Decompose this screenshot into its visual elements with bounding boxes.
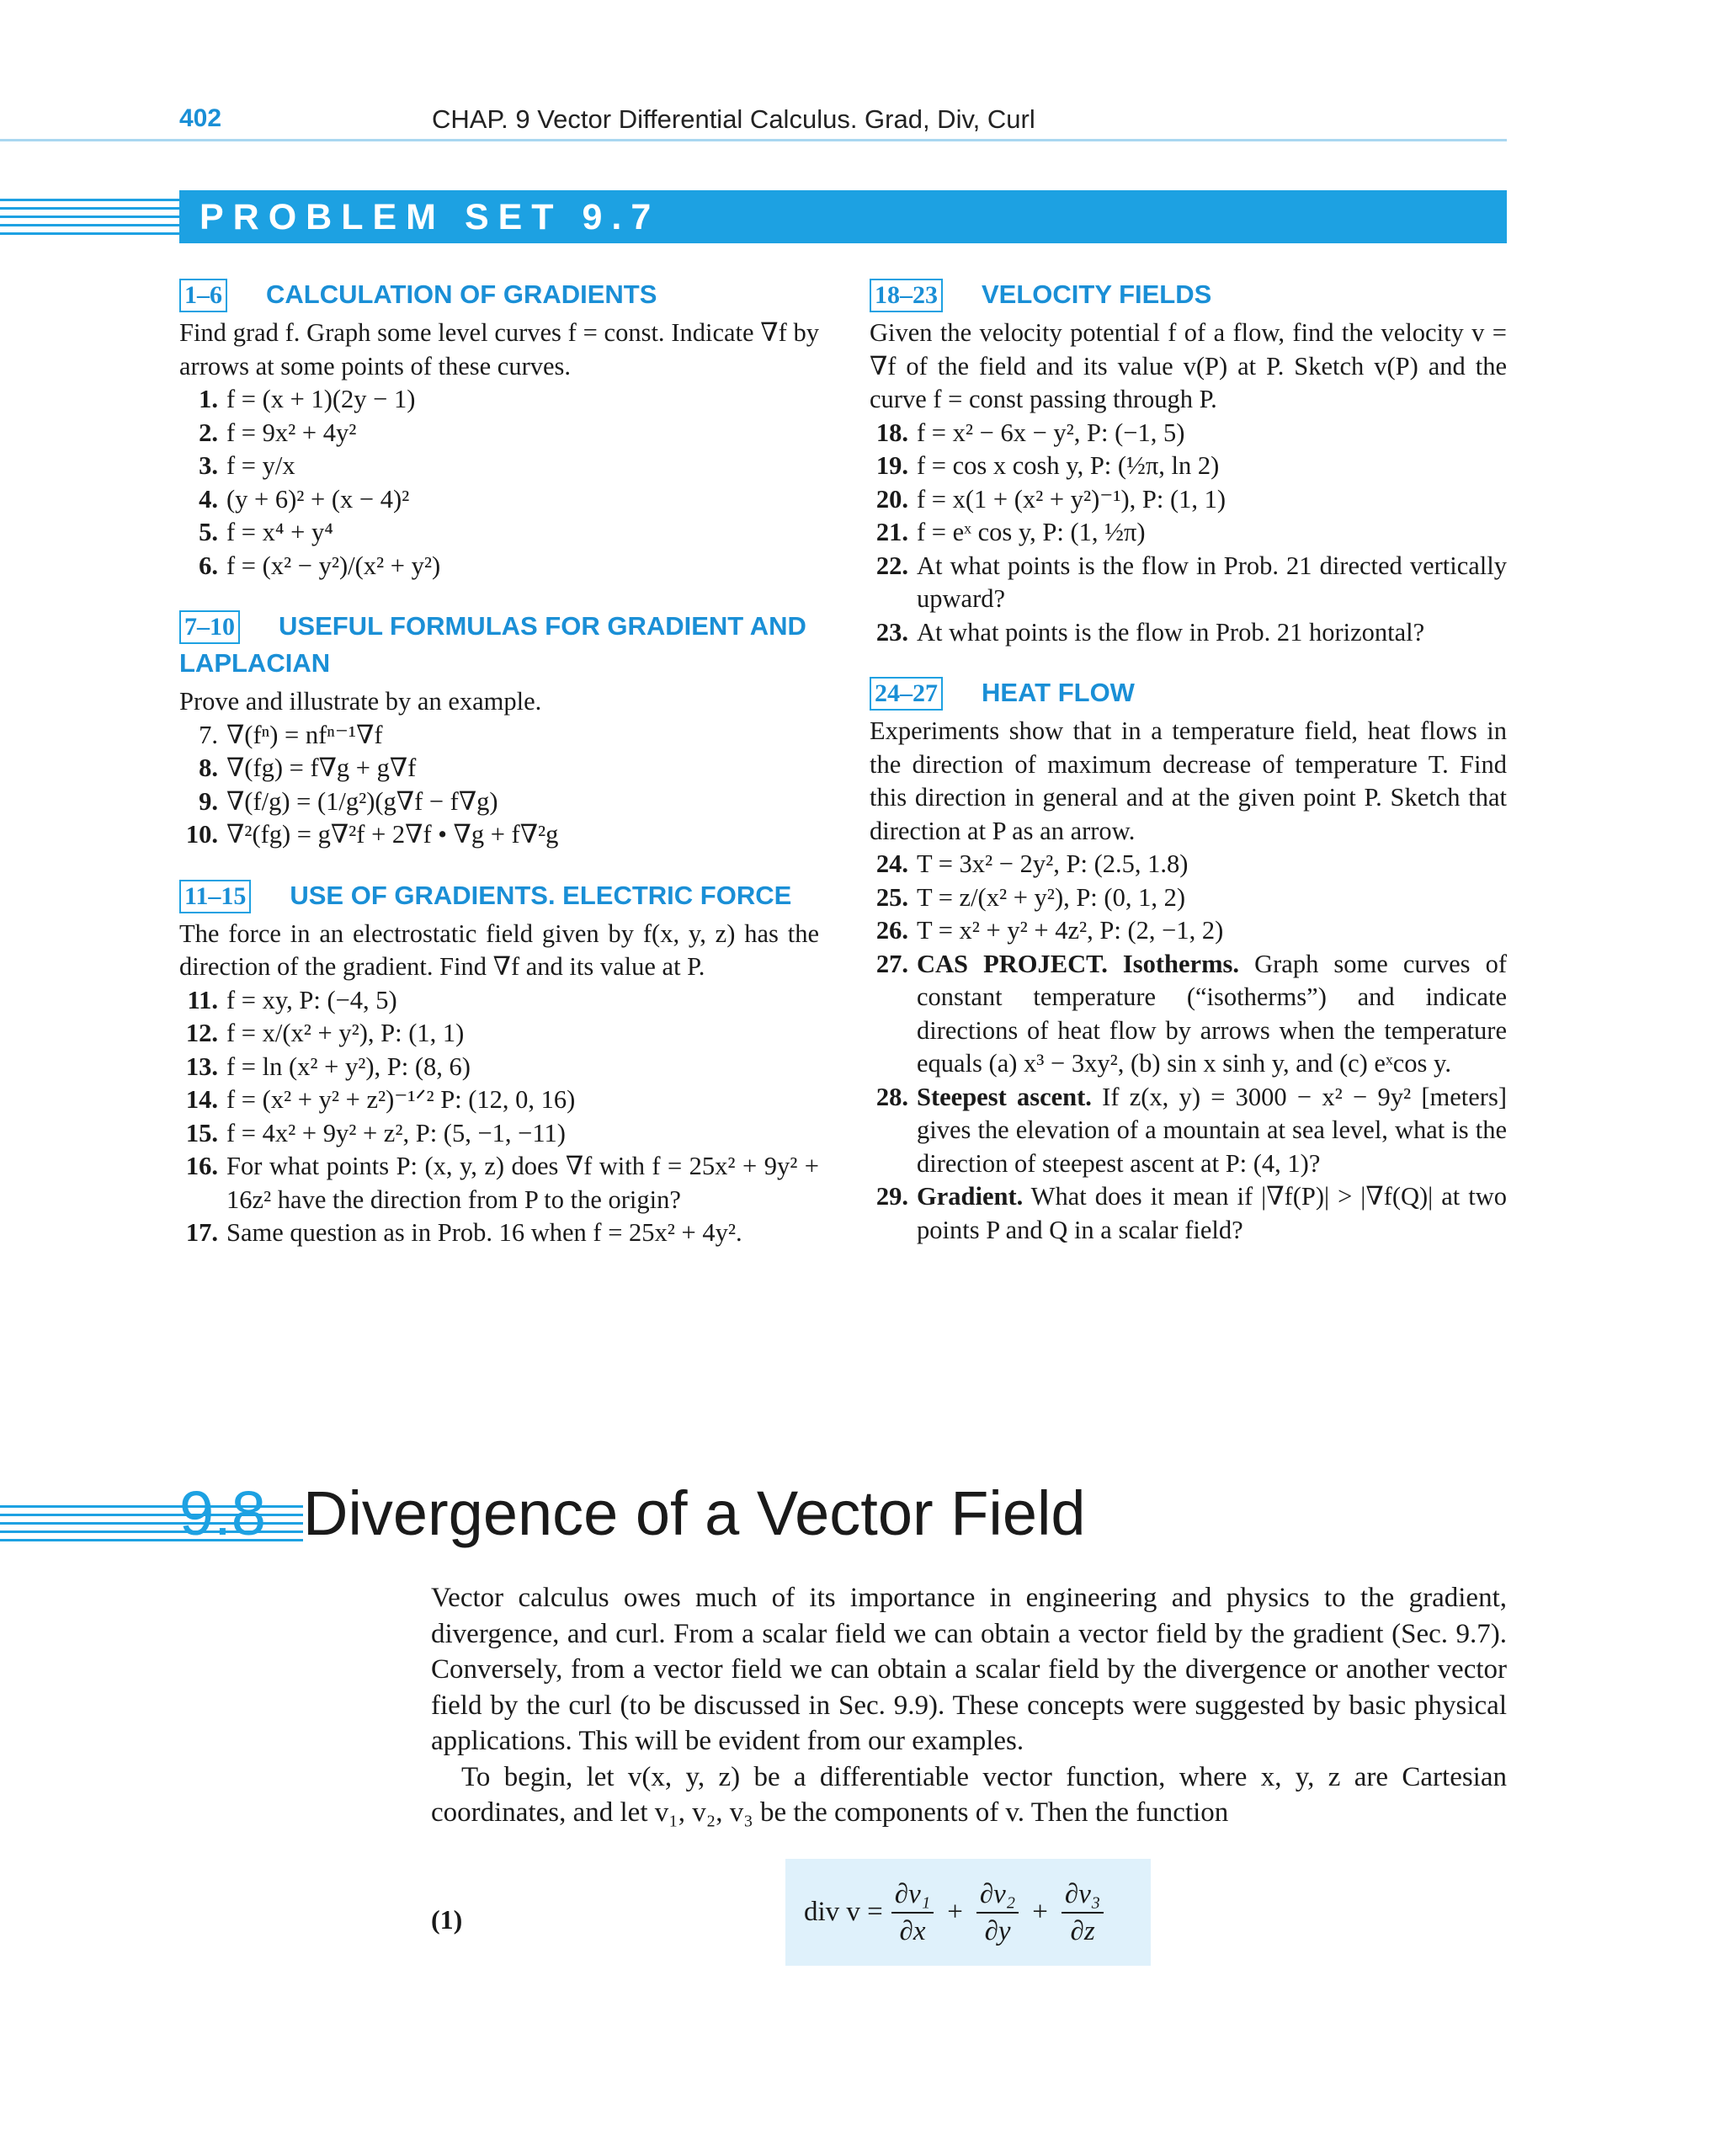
problem-number: 12.: [185, 1019, 218, 1047]
chapter-title: CHAP. 9 Vector Differential Calculus. Grad, Div, Curl: [432, 104, 1035, 134]
equation-lhs: div v =: [804, 1897, 883, 1927]
problem-text: [917, 948, 1507, 1081]
equation-label: (1): [431, 1904, 463, 1935]
header-rule: [0, 139, 1507, 141]
problem-number: 23.: [875, 617, 908, 647]
section-heading: [179, 608, 819, 682]
left-column: [179, 276, 819, 1250]
problem-list: [179, 719, 819, 852]
section-number: 9.8: [179, 1478, 266, 1548]
problem-number: 1.: [199, 385, 218, 413]
problem-body: Graph some curves of constant temperature (“isotherms”) and indicate directions of heat flow by arrows when the temperature equals (a) x³ − 3xy², (b) sin x sinh y, and (c) eˣcos y.: [917, 949, 1507, 1078]
problem-number: 9.: [199, 786, 218, 816]
problem-number: 14.: [185, 1085, 218, 1114]
divergence-equation: [804, 1872, 1112, 1952]
problem-text: f = ln (x² + y²), P: (8, 6): [226, 1051, 471, 1081]
problem-number: 22.: [875, 551, 908, 580]
problem-text: Same question as in Prob. 16 when f = 25x² + 4y².: [226, 1218, 742, 1247]
problem-text: [917, 1180, 1507, 1247]
problem-number: 4.: [199, 484, 218, 514]
section-heading: [179, 276, 819, 313]
problem-number: 6.: [199, 551, 218, 580]
section-intro: Experiments show that in a temperature field, heat flows in the direction of maximum decrease of temperature T. Find this direction in general and at the given point P. Sketch that direction at P as an arrow.: [870, 716, 1507, 845]
problem-number: 26.: [875, 916, 908, 945]
problem-text: At what points is the flow in Prob. 21 directed vertically upward?: [917, 551, 1507, 613]
problem-text: f = xy, P: (−4, 5): [226, 985, 397, 1014]
problem-lead: CAS PROJECT. Isotherms.: [917, 949, 1239, 978]
problem-item: [179, 984, 819, 1018]
section-heading: [870, 276, 1507, 313]
paragraph: To begin, let v(x, y, z) be a differentiable vector function, where x, y, z are Cartesian coordinates, and let v₁, v₂, v₃ be the components of v. Then the function: [431, 1761, 1507, 1828]
problem-list: [870, 417, 1507, 650]
section-intro: The force in an electrostatic field given by f(x, y, z) has the direction of the gradient. Find ∇f and its value at P.: [179, 918, 819, 981]
problem-item: [179, 818, 819, 852]
right-column: [870, 276, 1507, 1247]
problem-item: [179, 483, 819, 517]
problem-item: [179, 450, 819, 483]
problem-number: 28.: [875, 1082, 908, 1111]
problem-number: 29.: [875, 1182, 908, 1211]
problem-item: [179, 417, 819, 450]
problem-item: [179, 752, 819, 785]
plus-sign: +: [1032, 1897, 1048, 1927]
problem-item: [179, 550, 819, 583]
problem-text: ∇(f/g) = (1/g²)(g∇f − f∇g): [226, 786, 498, 816]
plus-sign: +: [947, 1897, 963, 1927]
problem-number: 5.: [199, 518, 218, 546]
problem-number: 2.: [199, 418, 218, 447]
problem-number: 27.: [875, 949, 908, 978]
problem-text: For what points P: (x, y, z) does ∇f with f = 25x² + 9y² + 16z² have the direction from P to the origin?: [226, 1152, 819, 1214]
problem-body: What does it mean if |∇f(P)| > |∇f(Q)| at two points P and Q in a scalar field?: [917, 1182, 1507, 1244]
problem-item: [870, 450, 1507, 483]
section-body: [431, 1580, 1507, 1831]
problem-text: f = x(1 + (x² + y²)⁻¹), P: (1, 1): [917, 484, 1226, 514]
problem-number: 3.: [199, 451, 218, 480]
problem-set-banner: [179, 190, 1507, 243]
problem-text: f = 4x² + 9y² + z², P: (5, −1, −11): [226, 1118, 566, 1147]
problem-text: ∇(fⁿ) = nfⁿ⁻¹∇f: [226, 720, 383, 749]
problem-item: [870, 616, 1507, 650]
section-title: USE OF GRADIENTS. ELECTRIC FORCE: [290, 880, 792, 910]
problem-text: f = y/x: [226, 451, 295, 480]
problem-number: 21.: [875, 518, 908, 546]
running-header: [179, 104, 1507, 141]
problem-item: [179, 1150, 819, 1216]
denominator: ∂x: [899, 1915, 926, 1946]
problem-number: 20.: [875, 484, 908, 514]
denominator: ∂z: [1070, 1915, 1095, 1946]
fraction: [1062, 1877, 1104, 1949]
numerator: ∂v₃: [1062, 1877, 1104, 1914]
problem-text: T = x² + y² + 4z², P: (2, −1, 2): [917, 916, 1224, 945]
problem-text: f = (x² − y²)/(x² + y²): [226, 551, 441, 580]
problem-item: [179, 1083, 819, 1117]
denominator: ∂y: [984, 1915, 1011, 1946]
problem-number: 11.: [187, 985, 218, 1014]
problem-item: [179, 1216, 819, 1250]
section-heading: [870, 674, 1507, 711]
problem-text: T = z/(x² + y²), P: (0, 1, 2): [917, 882, 1185, 912]
problem-number: 13.: [185, 1051, 218, 1081]
problem-set-title: PROBLEM SET 9.7: [200, 197, 661, 237]
section-intro: Given the velocity potential f of a flow, find the velocity v = ∇f of the field and its value v(P) at P. Sketch v(P) and the curve f = const passing through P.: [870, 318, 1507, 413]
problem-list: [179, 383, 819, 583]
problem-list: [179, 984, 819, 1250]
section-title: VELOCITY FIELDS: [982, 279, 1212, 309]
problem-number: 17.: [185, 1218, 218, 1247]
equation-box: [785, 1859, 1151, 1966]
fraction: [976, 1877, 1019, 1949]
section-range: 7–10: [179, 610, 240, 644]
problem-item: [870, 483, 1507, 517]
problem-body: If z(x, y) = 3000 − x² − 9y² [meters] gives the elevation of a mountain at sea level, what is the direction of steepest ascent at P: (4, 1)?: [917, 1082, 1507, 1178]
problem-text: f = cos x cosh y, P: (½π, ln 2): [917, 451, 1220, 480]
problem-item: [870, 516, 1507, 550]
problem-item: [870, 550, 1507, 616]
section-title: CALCULATION OF GRADIENTS: [266, 279, 657, 309]
problem-item: [870, 914, 1507, 948]
problem-item: [179, 785, 819, 819]
problem-item: [870, 1180, 1507, 1247]
section-range: 24–27: [870, 677, 943, 711]
section-range: 11–15: [179, 880, 251, 913]
section-title: Divergence of a Vector Field: [303, 1478, 1086, 1548]
problem-text: f = eˣ cos y, P: (1, ½π): [917, 518, 1146, 546]
problem-number: 24.: [875, 849, 908, 878]
problem-number: 10.: [185, 820, 218, 849]
problem-text: f = (x + 1)(2y − 1): [226, 385, 416, 413]
problem-item: [870, 1081, 1507, 1181]
fraction: [891, 1877, 934, 1949]
problem-text: [917, 1081, 1507, 1181]
problem-item: [870, 417, 1507, 450]
section-intro: Find grad f. Graph some level curves f = const. Indicate ∇f by arrows at some points of these curves.: [179, 318, 819, 381]
problem-item: [870, 948, 1507, 1081]
problem-text: f = x⁴ + y⁴: [226, 518, 333, 546]
problem-number: 25.: [875, 882, 908, 912]
problem-text: At what points is the flow in Prob. 21 horizontal?: [917, 617, 1425, 647]
section-title: USEFUL FORMULAS FOR GRADIENT AND LAPLACIAN: [179, 611, 806, 678]
problem-text: ∇(fg) = f∇g + g∇f: [226, 753, 417, 782]
paragraph: Vector calculus owes much of its importance in engineering and physics to the gradient, divergence, and curl. From a scalar field we can obtain a vector field by the gradient (Sec. 9.7). Conversely, from a vector field we can obtain a scalar field by the divergence or another vector field by the curl (to be discussed in Sec. 9.9). These concepts were suggested by basic physical applications. This will be evident from our examples.: [431, 1583, 1507, 1756]
section-intro: Prove and illustrate by an example.: [179, 687, 542, 716]
section-title: HEAT FLOW: [982, 678, 1135, 707]
problem-lead: Gradient.: [917, 1182, 1024, 1211]
problem-number: 19.: [875, 451, 908, 480]
problem-text: T = 3x² − 2y², P: (2.5, 1.8): [917, 849, 1189, 878]
problem-item: [179, 383, 819, 417]
problem-text: f = x/(x² + y²), P: (1, 1): [226, 1019, 465, 1047]
problem-number: 16.: [185, 1152, 218, 1180]
problem-text: f = (x² + y² + z²)⁻¹ᐟ² P: (12, 0, 16): [226, 1085, 576, 1114]
problem-item: [179, 1017, 819, 1051]
problem-text: ∇²(fg) = g∇²f + 2∇f • ∇g + f∇²g: [226, 820, 559, 849]
section-heading: [179, 877, 819, 914]
problem-number: 8.: [199, 753, 218, 782]
problem-item: [179, 1117, 819, 1151]
problem-text: (y + 6)² + (x − 4)²: [226, 484, 410, 514]
problem-text: f = 9x² + 4y²: [226, 418, 357, 447]
section-range: 18–23: [870, 279, 943, 312]
problem-number: 7.: [199, 720, 218, 749]
problem-item: [179, 1051, 819, 1084]
section-range: 1–6: [179, 279, 227, 312]
problem-item: [870, 881, 1507, 915]
problem-item: [179, 516, 819, 550]
page-number: 402: [179, 104, 222, 132]
problem-lead: Steepest ascent.: [917, 1082, 1092, 1111]
problem-list: [870, 848, 1507, 1247]
problem-item: [870, 848, 1507, 881]
numerator: ∂v₂: [976, 1877, 1019, 1914]
problem-number: 18.: [875, 418, 908, 447]
numerator: ∂v₁: [891, 1877, 934, 1914]
problem-item: [179, 719, 819, 753]
problem-number: 15.: [185, 1118, 218, 1147]
problem-text: f = x² − 6x − y², P: (−1, 5): [917, 418, 1185, 447]
